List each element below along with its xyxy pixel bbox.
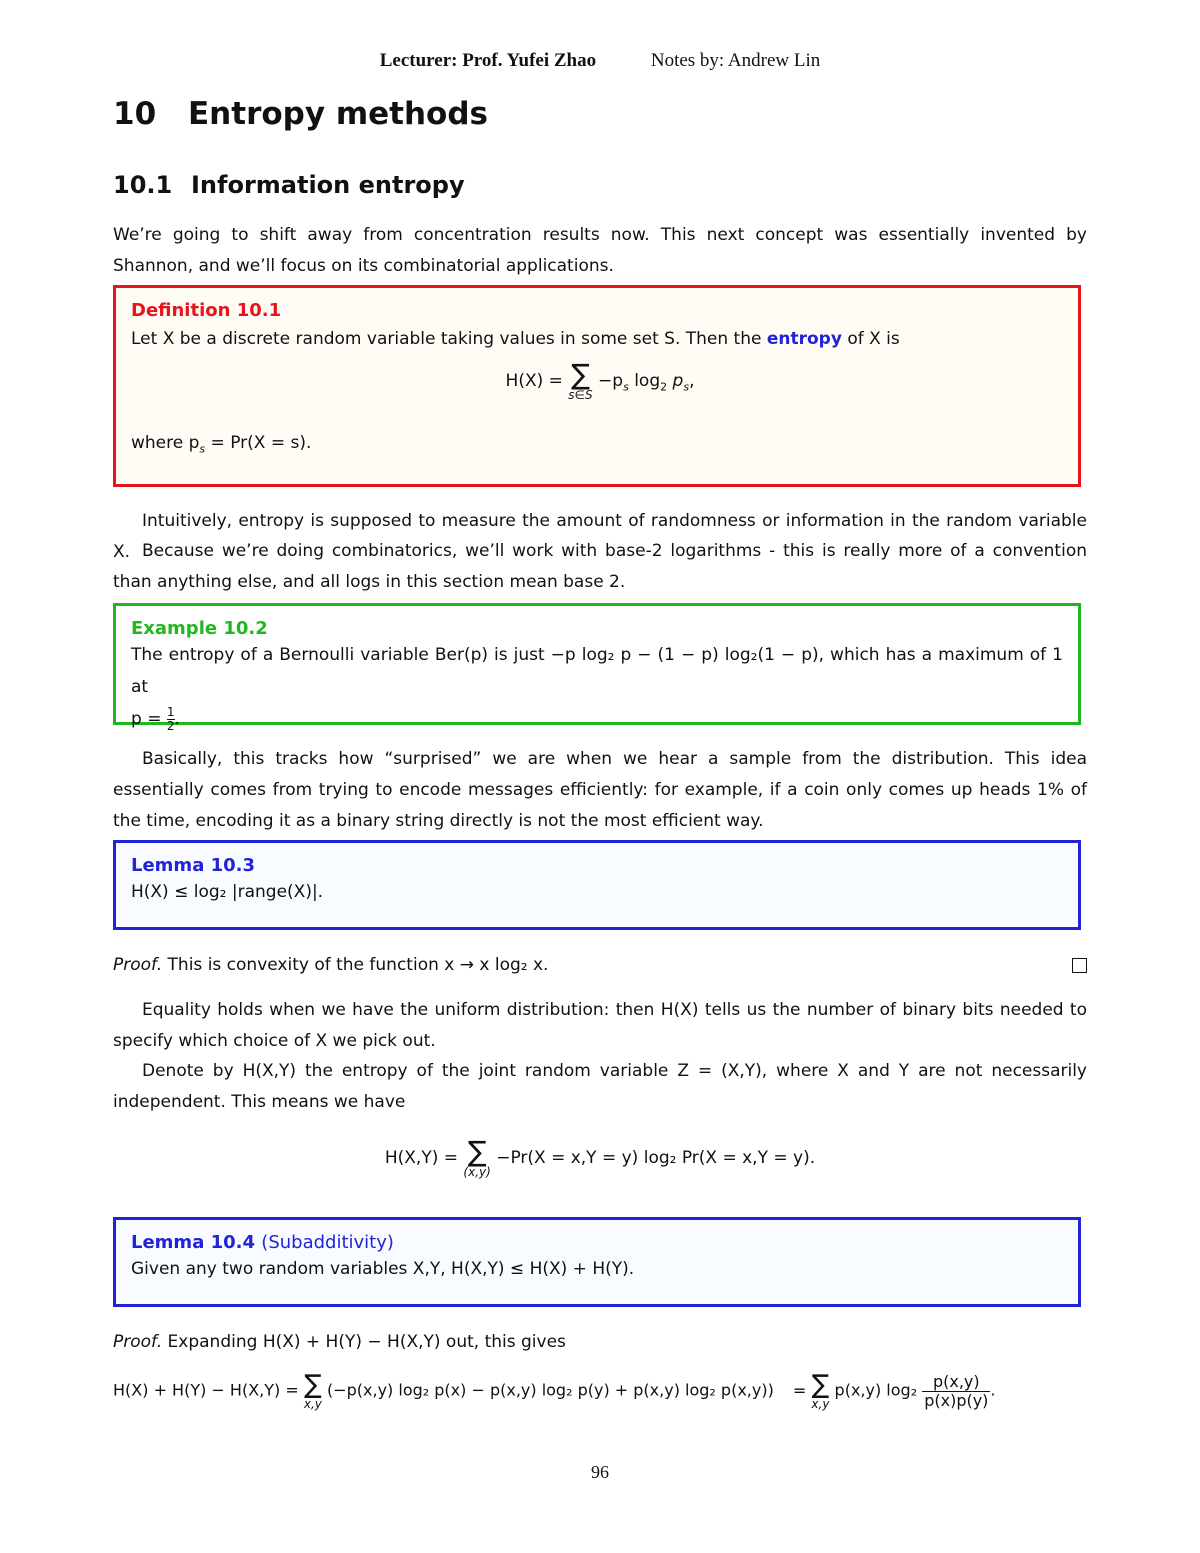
definition-title: Definition 10.1	[131, 300, 282, 321]
surprised-paragraph: Basically, this tracks how “surprised” we are when we hear a sample from the distribution. This idea essentially comes from trying to encode messages efficiently: for example, if a coin only comes up heads 1% of the time, encoding it as a binary string directly is not the most efficient way.	[113, 749, 1087, 831]
sum-symbol: ∑ s∈S	[568, 358, 593, 402]
page-number: 96	[591, 1462, 609, 1482]
subsection-number: 10.1	[113, 171, 173, 199]
final-sum-symbol-2: ∑ x,y	[811, 1370, 830, 1411]
fraction-denominator: p(x)p(y)	[924, 1390, 989, 1410]
proof-1	[113, 950, 1087, 981]
joint-entropy-equation	[113, 1135, 1087, 1179]
proof-1-text: This is convexity of the function x → x log₂ x.	[167, 955, 549, 975]
entropy-keyword: entropy	[766, 329, 842, 349]
final-eq-left: H(X) + H(Y) − H(X,Y) =	[113, 1380, 299, 1400]
example-p-equals: p =	[131, 709, 162, 729]
subsection-title: Information entropy	[191, 171, 465, 199]
subsection-heading	[113, 171, 465, 199]
final-eq-equals: =	[792, 1380, 807, 1400]
section-title: Entropy methods	[188, 96, 488, 132]
lemma-10-3-box	[113, 840, 1081, 930]
section-heading	[113, 96, 488, 132]
lemma-10-4-title	[131, 1232, 1063, 1253]
example-box	[113, 603, 1081, 733]
joint-sum-subscript: (x,y)	[463, 1165, 491, 1179]
equation-left: H(X) =	[505, 371, 563, 391]
lemma-10-4-statement: Given any two random variables X,Y, H(X,Y) ≤ H(X) + H(Y).	[131, 1259, 635, 1279]
example-text: The entropy of a Bernoulli variable Ber(p) is just −p log₂ p − (1 − p) log₂(1 − p), which has a maximum of 1 at	[131, 645, 1063, 697]
lecturer-credit: Lecturer: Prof. Yufei Zhao	[379, 50, 597, 71]
final-sum-subscript-2: x,y	[811, 1397, 830, 1411]
subadditivity-equation: H(X) + H(Y) − H(X,Y) = ∑ x,y (−p(x,y) log₂ p(x) − p(x,y) log₂ p(y) + p(x,y) log₂ p(x,y)) = ∑ x,y p(x,y) log₂ $\frac{p(x,y)}{p(x)p(y)}$ .	[113, 1370, 996, 1411]
definition-statement	[131, 323, 1063, 355]
definition-text-before: Let X be a discrete random variable taking values in some set S. Then the	[131, 329, 762, 349]
sum-subscript: s∈S	[568, 388, 593, 402]
final-eq-right: p(x,y) log₂	[834, 1380, 918, 1400]
proof-2-label: Proof.	[113, 1332, 163, 1352]
where-text: where p	[131, 433, 200, 453]
final-eq-middle: (−p(x,y) log₂ p(x) − p(x,y) log₂ p(y) + p(x,y) log₂ p(x,y))	[326, 1380, 774, 1400]
where-rest: = Pr(X = s).	[205, 433, 312, 453]
definition-text-after: of X is	[847, 329, 900, 349]
intuition-paragraph: Intuitively, entropy is supposed to measure the amount of randomness or information in the random variable X.	[113, 511, 1087, 562]
definition-box	[113, 285, 1081, 487]
notes-credit: Notes by: Andrew Lin	[650, 50, 821, 71]
joint-paragraph: Denote by H(X,Y) the entropy of the joint random variable Z = (X,Y), where X and Y are not necessarily independent. This means we have	[113, 1061, 1087, 1112]
base2-paragraph: Because we’re doing combinatorics, we’ll work with base-2 logarithms - this is really more of a convention than anything else, and all logs in this section mean base 2.	[113, 541, 1087, 592]
page-header	[113, 50, 1087, 72]
final-fraction	[922, 1373, 990, 1409]
entropy-equation: H(X) = ∑ s∈S $-p_s$ $\log_2 p_s$,	[505, 358, 695, 402]
lemma-10-3-title: Lemma 10.3	[131, 855, 256, 876]
equation-right: −p	[598, 371, 624, 391]
joint-sum-symbol: ∑ (x,y)	[463, 1135, 491, 1179]
proof-2	[113, 1327, 1087, 1358]
lemma-10-4-number: Lemma 10.4	[131, 1232, 256, 1253]
example-title: Example 10.2	[131, 618, 268, 639]
final-sum-symbol-1: ∑ x,y	[303, 1370, 322, 1411]
section-number: 10	[113, 96, 157, 132]
one-half-fraction: $\frac{1}{2}$	[166, 704, 175, 733]
definition-where: where $p_s = Pr(X = s)$.	[131, 433, 312, 456]
example-statement: The entropy of a Bernoulli variable Ber(p) is just −p log₂ p − (1 − p) log₂(1 − p), which has a maximum of 1 at p = $\frac{1}{2}$.	[131, 645, 1063, 733]
intro-paragraph: We’re going to shift away from concentration results now. This next concept was essentially invented by Shannon, and we’ll focus on its combinatorial applications.	[113, 225, 1087, 276]
proof-2-text: Expanding H(X) + H(Y) − H(X,Y) out, this gives	[167, 1332, 566, 1352]
fraction-numerator: p(x,y)	[922, 1373, 990, 1392]
joint-eq-left: H(X,Y) =	[384, 1148, 458, 1168]
lemma-10-3-statement: H(X) ≤ log₂ |range(X)|.	[131, 882, 324, 902]
equality-paragraph: Equality holds when we have the uniform distribution: then H(X) tells us the number of binary bits needed to specify which choice of X we pick out.	[113, 1000, 1087, 1051]
final-sum-subscript-1: x,y	[303, 1397, 322, 1411]
lemma-10-4-box	[113, 1217, 1081, 1307]
joint-eq-right: −Pr(X = x,Y = y) log₂ Pr(X = x,Y = y).	[496, 1148, 816, 1168]
lemma-10-4-subtitle: (Subadditivity)	[261, 1232, 394, 1253]
proof-1-label: Proof.	[113, 955, 163, 975]
qed-square-icon	[1072, 958, 1087, 973]
